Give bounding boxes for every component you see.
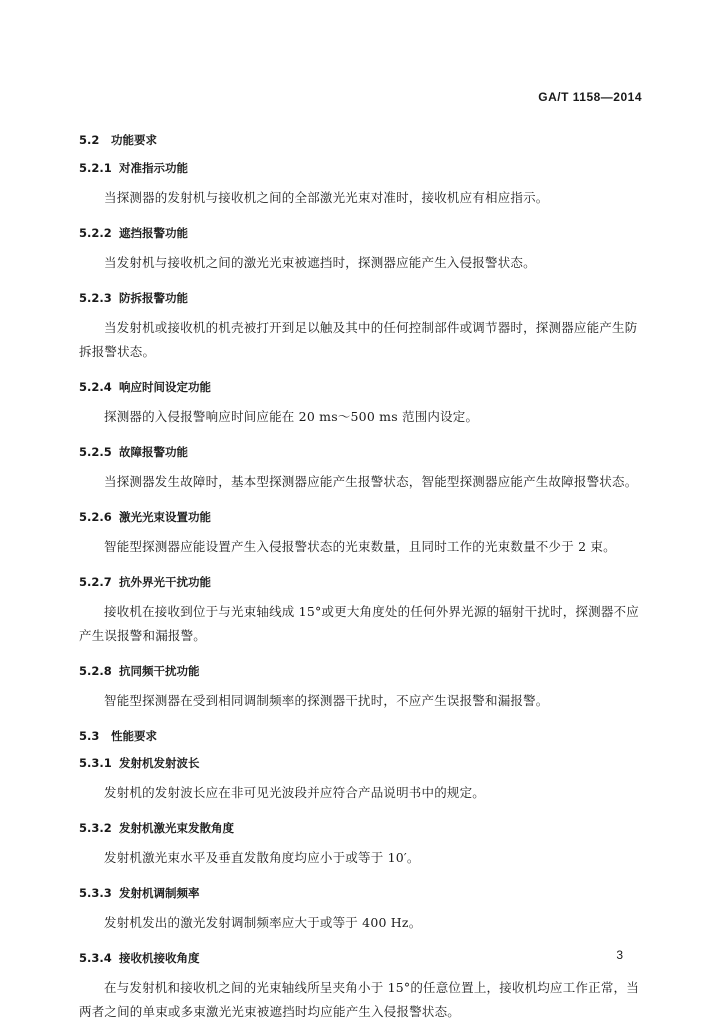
section-title: 响应时间设定功能	[119, 380, 211, 394]
section-title: 激光光束设置功能	[119, 510, 211, 524]
section-heading	[79, 374, 645, 401]
section-title: 抗外界光干扰功能	[119, 575, 211, 589]
section-heading	[79, 504, 645, 531]
section-paragraph: 当探测器的发射机与接收机之间的全部激光光束对准时，接收机应有相应指示。	[104, 190, 549, 205]
section-heading	[79, 220, 645, 247]
section-title: 对准指示功能	[119, 161, 188, 175]
section-paragraph: 发射机激光束水平及垂直发散角度均应小于或等于 10′。	[104, 850, 420, 865]
section-heading	[79, 658, 645, 685]
section-title: 抗同频干扰功能	[119, 664, 200, 678]
section-title: 功能要求	[111, 133, 157, 147]
document-body	[79, 126, 645, 1034]
section-number: 5.3.1	[79, 756, 112, 770]
section-number: 5.2.6	[79, 510, 112, 524]
section-paragraph: 当发射机或接收机的机壳被打开到足以触及其中的任何控制部件或调节器时，探测器应能产生防拆报警状态。	[79, 320, 638, 359]
section-number: 5.3.4	[79, 951, 112, 965]
section-number: 5.2.2	[79, 226, 112, 240]
section-number: 5.3.2	[79, 821, 112, 835]
section-paragraph: 探测器的入侵报警响应时间应能在 20 ms～500 ms 范围内设定。	[104, 409, 479, 424]
section-number: 5.3	[79, 729, 100, 743]
section-paragraph: 发射机发出的激光发射调制频率应大于或等于 400 Hz。	[104, 915, 422, 930]
section-title: 遮挡报警功能	[119, 226, 188, 240]
section-title: 发射机激光束发散角度	[119, 821, 234, 835]
section-heading	[79, 815, 645, 842]
section-paragraph: 发射机的发射波长应在非可见光波段并应符合产品说明书中的规定。	[104, 785, 486, 800]
section-paragraph: 当探测器发生故障时，基本型探测器应能产生报警状态，智能型探测器应能产生故障报警状态。	[104, 474, 638, 489]
section-heading	[79, 723, 645, 750]
page-number: 3	[616, 948, 623, 962]
section-number: 5.2.1	[79, 161, 112, 175]
section-heading	[79, 569, 645, 596]
section-paragraph: 接收机在接收到位于与光束轴线成 15°或更大角度处的任何外界光源的辐射干扰时，探测器不应产生误报警和漏报警。	[79, 604, 639, 643]
section-number: 5.2.7	[79, 575, 112, 589]
section-heading	[79, 155, 645, 182]
standard-number: GA/T 1158—2014	[538, 90, 642, 104]
section-title: 性能要求	[111, 729, 157, 743]
section-number: 5.2.4	[79, 380, 112, 394]
section-title: 故障报警功能	[119, 445, 188, 459]
section-number: 5.2	[79, 133, 100, 147]
section-number: 5.3.3	[79, 886, 112, 900]
section-paragraph: 智能型探测器在受到相同调制频率的探测器干扰时，不应产生误报警和漏报警。	[104, 693, 549, 708]
section-heading	[79, 439, 645, 466]
section-number: 5.2.3	[79, 291, 112, 305]
section-paragraph: 当发射机与接收机之间的激光光束被遮挡时，探测器应能产生入侵报警状态。	[104, 255, 536, 270]
section-paragraph: 在与发射机和接收机之间的光束轴线所呈夹角小于 15°的任意位置上，接收机均应工作正常，当两者之间的单束或多束激光光束被遮挡时均应能产生入侵报警状态。	[79, 980, 639, 1019]
section-heading	[79, 285, 645, 312]
section-heading	[79, 945, 645, 972]
section-title: 发射机调制频率	[119, 886, 200, 900]
section-number: 5.2.8	[79, 664, 112, 678]
section-heading	[79, 126, 645, 155]
section-paragraph: 智能型探测器应能设置产生入侵报警状态的光束数量，且同时工作的光束数量不少于 2 束。	[104, 539, 616, 554]
section-heading	[79, 750, 645, 777]
section-title: 接收机接收角度	[119, 951, 200, 965]
section-title: 防拆报警功能	[119, 291, 188, 305]
section-number: 5.2.5	[79, 445, 112, 459]
section-heading	[79, 880, 645, 907]
section-title: 发射机发射波长	[119, 756, 200, 770]
